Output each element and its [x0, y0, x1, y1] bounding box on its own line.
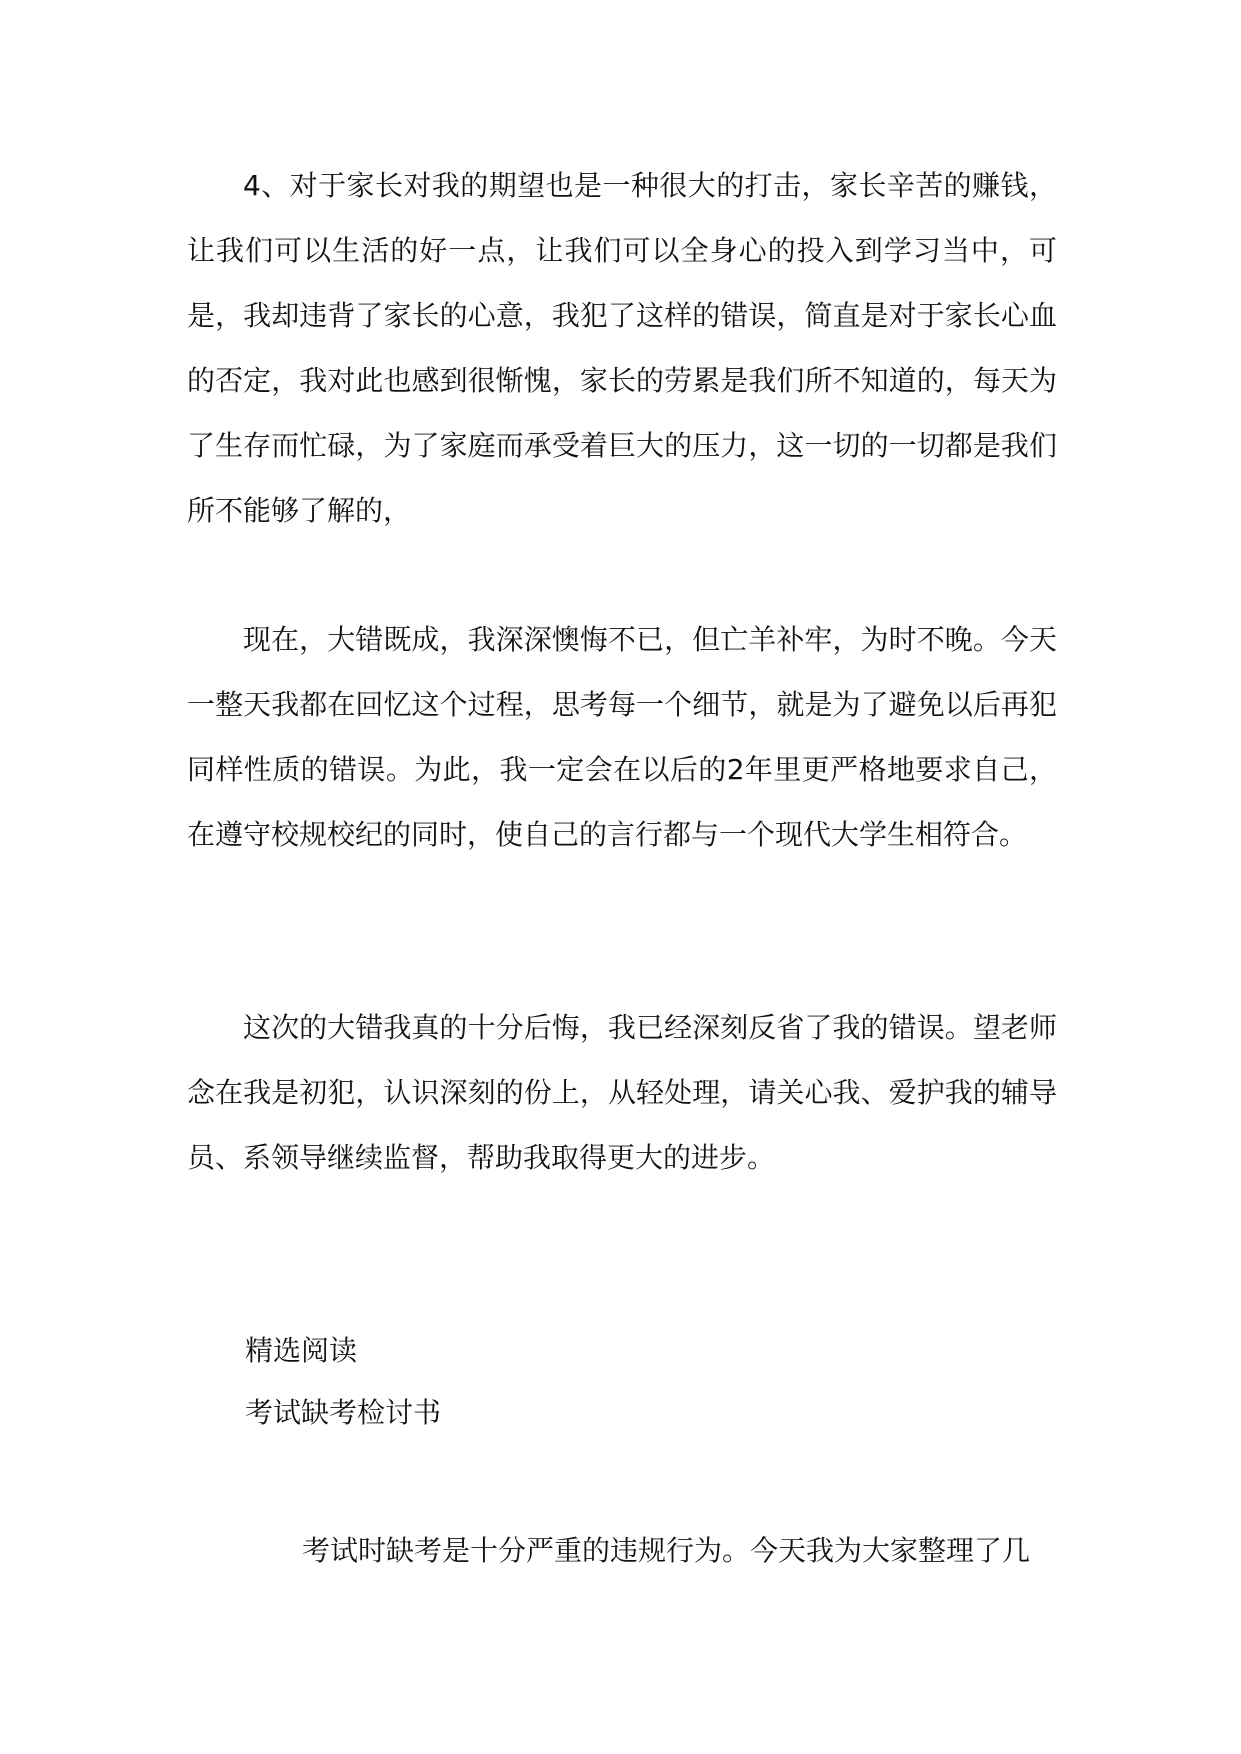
body-paragraph-1: 4、对于家长对我的期望也是一种很大的打击，家长辛苦的赚钱，让我们可以生活的好一点，让我们可以全身心的投入到学习当中，可是，我却违背了家长的心意，我犯了这样的错误，简直是对于家长心血的否定，我对此也感到很惭愧，家长的劳累是我们所不知道的，每天为了生存而忙碌，为了家庭而承受着巨大的压力，这一切的一切都是我们所不能够了解的， — [187, 169, 1057, 527]
body-paragraph-2: 现在，大错既成，我深深懊悔不已，但亡羊补牢，为时不晚。今天一整天我都在回忆这个过程，思考每一个细节，就是为了避免以后再犯同样性质的错误。为此，我一定会在以后的2年里更严格地要求自己，在遵守校规校纪的同时，使自己的言行都与一个现代大学生相符合。 — [187, 623, 1057, 851]
section-title: 考试缺考检讨书 — [245, 1396, 442, 1429]
section-label: 精选阅读 — [245, 1334, 358, 1367]
intro-paragraph: 考试时缺考是十分严重的违规行为。今天我为大家整理了几 — [302, 1534, 1031, 1567]
body-paragraph-3: 这次的大错我真的十分后悔，我已经深刻反省了我的错误。望老师念在我是初犯，认识深刻的份上，从轻处理，请关心我、爱护我的辅导员、系领导继续监督，帮助我取得更大的进步。 — [187, 1011, 1057, 1174]
